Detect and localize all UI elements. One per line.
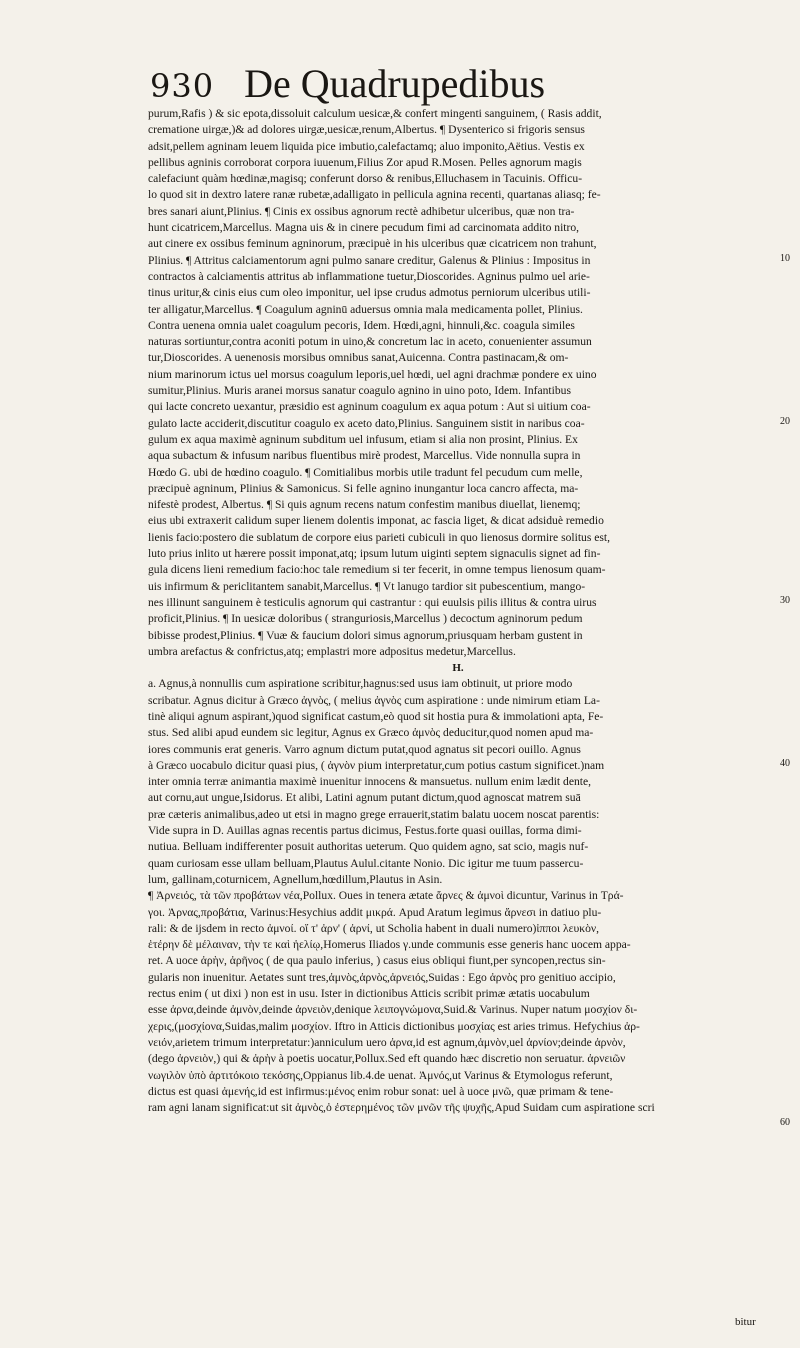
- text-line: lienis facio:postero die sublatum de corpore eius parieti cubiculi in quo lienosus dormire solitus est,: [148, 530, 611, 544]
- text-line: γοι. Ἀρνας,προβάτια, Varinus:Hesychius addit μικρά. Apud Aratum legimus ἄρνεσι in datiuo plu-: [148, 905, 602, 919]
- text-line: νειόν,arietem trimum interpretatur:)anniculum uero ἀρνα,id est agnum,ἀμνὸν,uel ἀρνίον;deinde ἀρνὸν,: [148, 1035, 626, 1049]
- section-heading: H.: [452, 662, 464, 675]
- text-line: gulato lacte acciderit,discutitur coagulo ex aceto dato,Plinius. Sanguinem sistit in naribus coa-: [148, 416, 585, 430]
- text-line: Hœdo G. ubi de hœdino coagulo. ¶ Comitialibus morbis utile tradunt fel pecudum cum melle,: [148, 465, 583, 479]
- text-line: sumitur,Plinius. Muris aranei morsus sanatur coagulo agnino in uino poto, Idem. Infantibus: [148, 384, 571, 398]
- text-line: pellibus agninis corroborat corpora iuuenum,Filius Zor apud R.Mosen. Pelles agnorum magis: [148, 155, 582, 169]
- text-line: Contra uenena omnia ualet coagulum pecoris, Idem. Hœdi,agni, hinnuli,&c. coagula similes: [148, 318, 575, 332]
- page-header: [150, 60, 740, 107]
- text-section-g: [148, 106, 768, 660]
- text-line: tinè aliqui agnum aspirant,)quod significat castum,eò quod sit hostia pura & immolationi apta, Fe-: [148, 709, 604, 723]
- text-line: νωγιλὸν ὑπὸ ἀρτιτόκοιο τεκόσης,Oppianus lib.4.de uenat. Ἀμνός,ut Varinus & Etymologus referunt,: [148, 1068, 613, 1082]
- text-line: purum,Rafis ) & sic epota,dissoluit calculum uesicæ,& confert mingenti sanguinem, ( Rasis addit,: [148, 107, 602, 120]
- text-line: proficit,Plinius. ¶ In uesicæ doloribus ( stranguriosis,Marcellus ) decoctum agninorum pedum: [148, 612, 583, 626]
- text-line: bres sanari aiunt,Plinius. ¶ Cinis ex ossibus agnorum rectè adhibetur ulceribus, quæ non tra-: [148, 204, 575, 218]
- text-line: Plinius. ¶ Attritus calciamentorum agni pulmo sanare creditur, Galenus & Plinius : Impositus in: [148, 253, 591, 267]
- text-line: nutiua. Belluam indifferenter posuit authoritas ueterum. Quo quidem agno, sat scio, magis nuf-: [148, 840, 589, 854]
- text-line: tinus uritur,& cinis eius cum oleo imponitur, uel ipse crudus admotus perniorum ulceribus utili-: [148, 286, 591, 300]
- text-line: Vide supra in D. Auillas agnas recentis partus dicimus, Festus.forte quasi ouillas, forma dimi-: [148, 824, 582, 838]
- text-line: gula dicens lieni remedium facio:hoc tale remedium si ter fecerit, in omne tempus lienosum quam-: [148, 563, 606, 577]
- text-section-h: [148, 676, 768, 1116]
- text-line: rectus enim ( ut dixi ) non est in usu. Ister in dictionibus Atticis scribit primæ ætatis uocabulum: [148, 987, 590, 1001]
- text-line: crematione uirgæ,)& ad dolores uirgæ,uesicæ,renum,Albertus. ¶ Dysenterico si frigoris sensus: [148, 123, 585, 137]
- text-line: lo quod sit in dextro latere ranæ rubetæ,adalligato in pellicula agnina recenti, quartanas aliasq; fe-: [148, 188, 601, 202]
- text-line: nes illinunt sanguinem è testiculis agnorum qui castrantur : qui euulsis pilis illitus & contra uirus: [148, 595, 597, 609]
- text-line: esse ἀρνα,deinde ἀμνὸν,deinde ἀρνειὸν,denique λειπογνώμονα,Suid.& Varinus. Nuper natum μοσχίον δι-: [148, 1003, 638, 1017]
- text-line: præ cæteris animalibus,adeo ut etsi in magno grege errauerit,statim balatu uocem noscat parentis:: [148, 807, 600, 821]
- text-line: aut cinere ex ossibus feminum agninorum, præcipuè in his ulceribus quæ cicatricem non trahunt,: [148, 237, 597, 251]
- text-line: quam curiosam esse ullam belluam,Plautus Aulul.citante Nonio. Dic igitur me tuum passercu-: [148, 856, 584, 870]
- text-line: nium marinorum ictus uel morsus coagulum leporis,uel hœdi, uel agni drachmæ pondere ex uino: [148, 367, 597, 381]
- text-line: a. Agnus,à nonnullis cum aspiratione scribitur,hagnus:sed usus iam obtinuit, ut priore modo: [148, 677, 573, 691]
- text-line: nifestè prodest, Albertus. ¶ Si quis agnum recens natum confestim manibus diuellat, lienemq;: [148, 498, 581, 512]
- text-line: ἑτέρην δὲ μέλαιναν, τὴν τε καὶ ἠελίῳ,Homerus Iliados γ.unde communis esse generis hanc uocem appa-: [148, 938, 631, 952]
- margin-line-number: 30: [780, 595, 790, 606]
- text-line: eius ubi extraxerit calidum super lienem dolentis imponat, ac fascia liget, & dicat adsiduè remedio: [148, 514, 604, 528]
- text-line: ¶ Ἀρνειός, τὰ τῶν προβάτων νέα,Pollux. Oues in tenera ætate ἄρνες & ἀμνοὶ dicuntur, Varinus in Τρά-: [148, 889, 624, 903]
- text-line: luto prius inlito ut hærere possit imponat,atq; ipsum lutum uiginti septem signaculis signet ad fin-: [148, 547, 601, 561]
- text-line: dictus est quasi ἀμενής,id est infirmus:μένος enim robur sonat: uel à uoce μνῶ, quæ primam & tene-: [148, 1084, 614, 1098]
- text-line: umbra arefactus & confrictus,atq; emplastri more adpositus medetur,Marcellus.: [148, 644, 516, 658]
- margin-line-number: 40: [780, 758, 790, 769]
- text-line: adsit,pellem agninam leuem liquida pice imbutio,calefactamq; aluo imponito,Aëtius. Vestis ex: [148, 139, 585, 153]
- text-line: tur,Dioscorides. A uenenosis morsibus omnibus sanat,Auicenna. Contra pastinacam,& om-: [148, 351, 569, 365]
- text-line: rali: & de ijsdem in recto ἀμνοί. οἵ τ' ἀρν' ( ἀρνί, ut Scholia habent in duali numero)ἱπποι λευκὸν,: [148, 921, 600, 935]
- text-line: ret. A uoce ἀρὴν, ἀρῆνος ( de qua paulo inferius, ) casus eius obliqui fiunt,per syncopen,rectus sin-: [148, 954, 606, 968]
- text-line: iores communis erat generis. Varro agnum dictum putat,quod agnatus sit pecori ouillo. Agnus: [148, 742, 581, 756]
- page-number: 930: [150, 67, 215, 105]
- margin-line-number: 60: [780, 1116, 790, 1128]
- text-line: aqua subactum & infusum naribus fluentibus mirè prodest, Marcellus. Vide nonnulla supra in: [148, 449, 581, 463]
- running-title: De Quadrupedibus: [244, 61, 546, 106]
- body-text: [148, 106, 768, 1116]
- margin-line-number: 10: [780, 252, 790, 264]
- text-line: ram agni lanam significat:ut sit ἀμνὸς,ὁ ἐστερημένος τῶν μνῶν τῆς ψυχῆς,Apud Suidam cum aspiratione scri: [148, 1101, 655, 1115]
- text-line: naturas sortiuntur,contra aconiti potum in uino,& concretum lac in aceto, conuenienter assumun: [148, 335, 592, 349]
- text-line: contractos à calciamentis attritus ab inflammatione tuetur,Dioscorides. Agninus pulmo uel arie-: [148, 269, 590, 283]
- text-line: gularis non inuenitur. Aetates sunt tres,ἀμνὸς,ἀρνὸς,ἀρνειός,Suidas : Ego ἀρνὸς pro genitiuo accipio,: [148, 970, 616, 984]
- text-line: ter alligatur,Marcellus. ¶ Coagulum agninū aduersus omnia mala medicamenta pollet, Plinius.: [148, 302, 583, 316]
- text-line: aut cornu,aut ungue,Isidorus. Et alibi, Latini agnum putant dictum,quod agnoscat matrem suā: [148, 791, 581, 805]
- text-line: bibisse prodest,Plinius. ¶ Vuæ & faucium dolori simus agnorum,priusquam herbam gustent in: [148, 628, 583, 642]
- text-line: scribatur. Agnus dicitur à Græco ἁγνὸς, ( melius ἁγνὸς cum aspiratione : unde nimirum etiam La-: [148, 693, 600, 707]
- catchword: bitur: [735, 1316, 756, 1328]
- text-line: lum, gallinam,coturnicem, Agnellum,hœdillum,Plautus in Asin.: [148, 872, 443, 886]
- text-line: hunt cicatricem,Marcellus. Magna uis & in cinere pecudum fimi ad carcinomata addito nitro,: [148, 221, 580, 235]
- text-line: χερις,(μοσχίονα,Suidas,malim μοσχίον. Iftro in Atticis dictionibus μοσχίας est aries trimus. Hefychius ἀρ-: [148, 1019, 640, 1033]
- margin-line-number: 20: [780, 415, 790, 427]
- text-line: uis infirmum & periclitantem sanabit,Marcellus. ¶ Vt lanugo tardior sit pubescentium, mango-: [148, 579, 586, 593]
- text-line: præcipuè agninum, Plinius & Samonicus. Si felle agnino inungantur loca cancro affecta, ma-: [148, 481, 579, 495]
- text-line: calefaciunt quàm hœdinæ,magisq; conferunt dorso & renibus,Elluchasem in Tacuinis. Officu-: [148, 172, 583, 186]
- text-line: qui lacte concreto uexantur, præsidio est agninum coagulum ex aqua potum : Aut si uitium coa-: [148, 400, 591, 414]
- text-line: à Græco uocabulo dicitur quasi pius, ( ἁγνὸν pium interpretatur,cum potius castum significet.)nam: [148, 758, 605, 772]
- text-line: stus. Sed alibi apud eundem sic legitur, Agnus ex Græco ἀμνὸς deducitur,quod nomen apud ma-: [148, 726, 594, 740]
- text-line: inter omnia terræ animantia maximè inuenitur innocens & mansuetus. nullum enim lædit dente,: [148, 775, 592, 789]
- text-line: gulum ex aqua maximè agninum subditum uel infusum, etiam si alia non prosint, Plinius. Ex: [148, 432, 578, 446]
- text-line: (dego ἀρνειὸν,) qui & ἀρὴν à poetis uocatur,Pollux.Sed eft quando hæc discretio non seruatur. ἀρνειῶν: [148, 1052, 626, 1066]
